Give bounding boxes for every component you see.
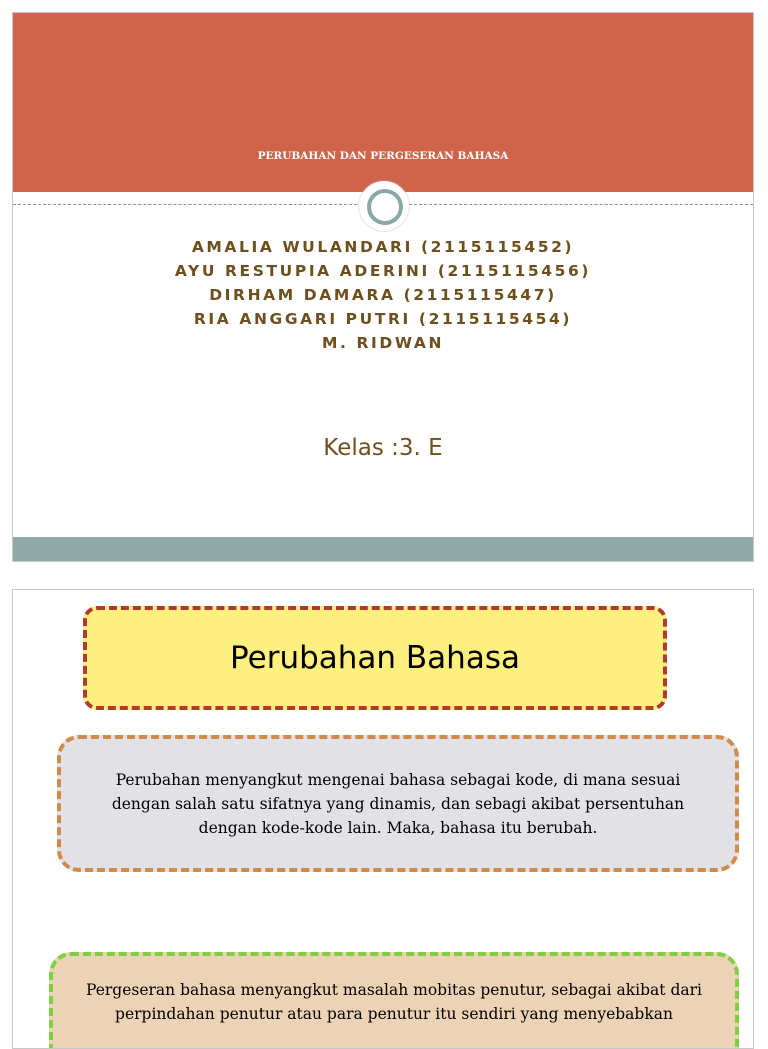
slide-heading-text: Perubahan Bahasa	[230, 640, 520, 676]
pergeseran-definition-box	[49, 952, 739, 1049]
ring-ornament-icon	[359, 181, 409, 231]
pergeseran-definition-text: Pergeseran bahasa menyangkut masalah mobitas penutur, sebagai akibat dari perpindahan penutur atau para penutur itu sendiri yang menyebabkan	[85, 981, 702, 1023]
ring-inner-circle	[367, 189, 403, 225]
slide-heading	[83, 606, 667, 710]
perubahan-definition-text: Perubahan menyangkut mengenai bahasa sebagai kode, di mana sesuai dengan salah satu sifatnya yang dinamis, dan sebagi akibat persentuhan dengan kode-kode lain. Maka, bahasa itu berubah.	[111, 770, 685, 837]
presentation-title: PERUBAHAN DAN PERGESERAN BAHASA	[257, 150, 509, 162]
author-list	[13, 235, 753, 355]
author-name: DIRHAM DAMARA (2115115447)	[209, 286, 557, 304]
perubahan-definition-box	[57, 735, 739, 872]
title-band	[13, 13, 753, 192]
class-label: Kelas :3. E	[323, 435, 443, 461]
title-slide	[12, 12, 754, 562]
footer-band	[13, 537, 753, 562]
author-name: AYU RESTUPIA ADERINI (2115115456)	[174, 262, 592, 280]
content-slide	[12, 589, 754, 1049]
author-name: AMALIA WULANDARI (2115115452)	[191, 238, 575, 256]
author-name: M. RIDWAN	[321, 334, 445, 352]
author-name: RIA ANGGARI PUTRI (2115115454)	[193, 310, 573, 328]
